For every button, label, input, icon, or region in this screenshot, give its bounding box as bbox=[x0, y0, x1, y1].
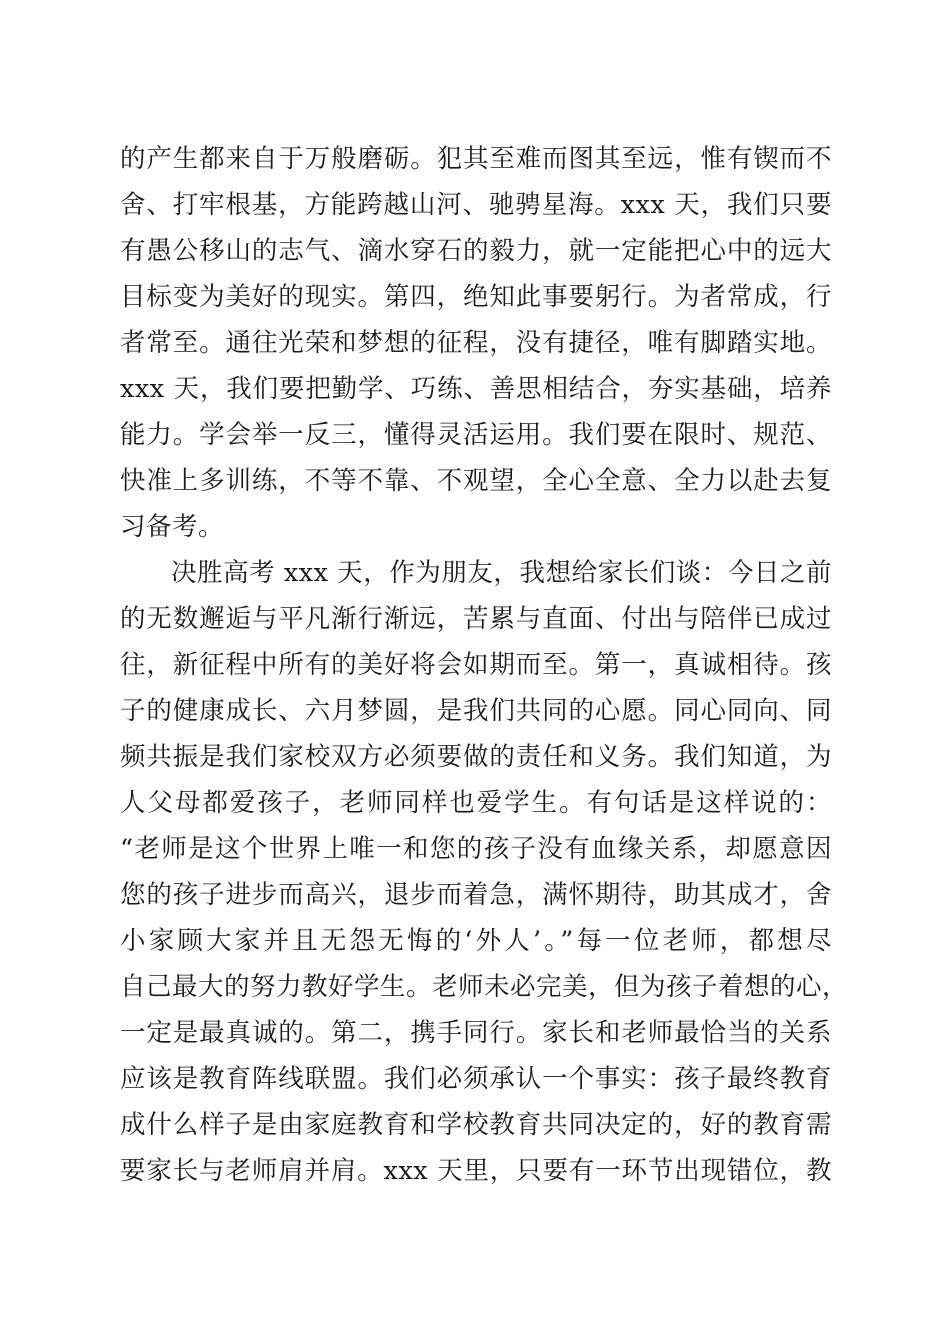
body-text bbox=[120, 136, 849, 1194]
text-line: “老师是这个世界上唯一和您的孩子没有血缘关系，却愿意因 bbox=[120, 834, 832, 864]
text-line: 要家长与老师肩并肩。xxx 天里，只要有一环节出现错位，教 bbox=[120, 1156, 832, 1186]
text-line: 成什么样子是由家庭教育和学校教育共同决定的，好的教育需 bbox=[120, 1110, 832, 1140]
text-line: 往，新征程中所有的美好将会如期而至。第一，真诚相待。孩 bbox=[120, 650, 832, 680]
text-line: 舍、打牢根基，方能跨越山河、驰骋星海。xxx 天，我们只要 bbox=[120, 190, 832, 220]
text-line: 人父母都爱孩子，老师同样也爱学生。有句话是这样说的： bbox=[120, 788, 832, 818]
text-line: 的产生都来自于万般磨砺。犯其至难而图其至远，惟有锲而不 bbox=[120, 144, 832, 174]
text-line: 的无数邂逅与平凡渐行渐远，苦累与直面、付出与陪伴已成过 bbox=[120, 604, 832, 634]
text-line: 频共振是我们家校双方必须要做的责任和义务。我们知道，为 bbox=[120, 742, 832, 772]
text-line: 有愚公移山的志气、滴水穿石的毅力，就一定能把心中的远大 bbox=[120, 236, 832, 266]
text-line: 小家顾大家并且无怨无悔的‘外人’。”每一位老师，都想尽 bbox=[120, 926, 832, 956]
text-line: 者常至。通往光荣和梦想的征程，没有捷径，唯有脚踏实地。 bbox=[120, 328, 832, 358]
text-line: 快准上多训练，不等不靠、不观望，全心全意、全力以赴去复 bbox=[120, 466, 832, 496]
paragraph-start-line: 决胜高考 xxx 天，作为朋友，我想给家长们谈：今日之前 bbox=[171, 558, 832, 588]
text-line: 应该是教育阵线联盟。我们必须承认一个事实：孩子最终教育 bbox=[120, 1064, 832, 1094]
text-line: 自己最大的努力教好学生。老师未必完美，但为孩子着想的心， bbox=[120, 972, 849, 1002]
text-line: 习备考。 bbox=[120, 512, 225, 542]
text-line: 您的孩子进步而高兴，退步而着急，满怀期待，助其成才，舍 bbox=[120, 880, 832, 910]
text-line: 目标变为美好的现实。第四，绝知此事要躬行。为者常成，行 bbox=[120, 282, 832, 312]
text-line: 能力。学会举一反三，懂得灵活运用。我们要在限时、规范、 bbox=[120, 420, 832, 450]
text-line: xxx 天，我们要把勤学、巧练、善思相结合，夯实基础，培养 bbox=[120, 374, 832, 404]
text-line: 一定是最真诚的。第二，携手同行。家长和老师最恰当的关系 bbox=[120, 1018, 832, 1048]
text-line: 子的健康成长、六月梦圆，是我们共同的心愿。同心同向、同 bbox=[120, 696, 832, 726]
